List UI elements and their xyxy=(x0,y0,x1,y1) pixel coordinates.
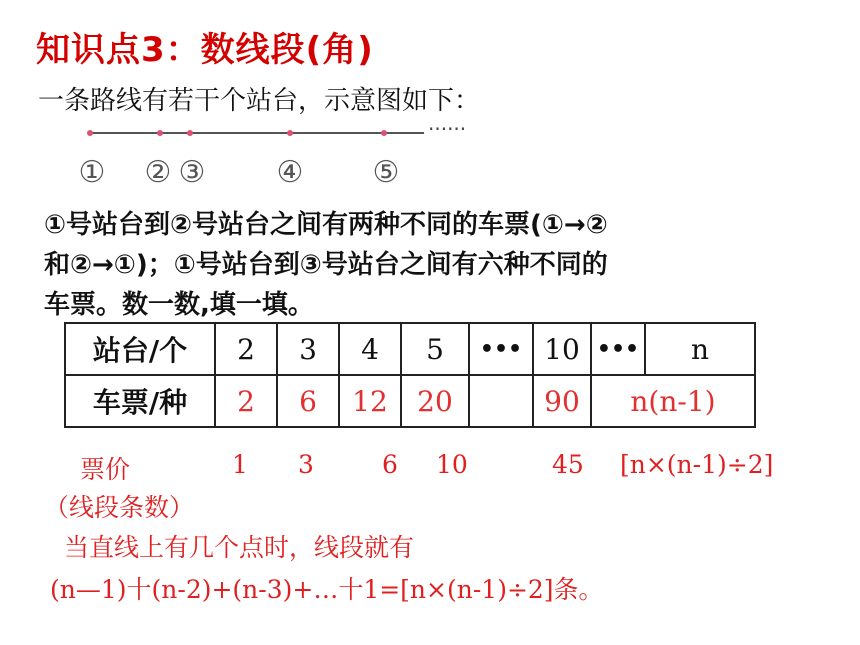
conclusion-line-2: (n—1)十(n-2)+(n-3)+…十1=[n×(n-1)÷2]条。 xyxy=(50,575,604,604)
price-value: 1 xyxy=(232,450,248,479)
station-label-5: ⑤ xyxy=(372,155,400,190)
station-line-diagram xyxy=(72,116,522,196)
paragraph-line-2: 和②→①)；①号站台到③号站台之间有六种不同的 xyxy=(44,250,608,280)
table-cell: n(n-1) xyxy=(591,375,755,427)
table-cell: 20 xyxy=(401,375,469,427)
station-dot-5 xyxy=(381,130,387,136)
table-cell: 2 xyxy=(215,375,277,427)
table-cell: ••• xyxy=(591,323,645,375)
price-value: 3 xyxy=(298,450,314,479)
table-cell: 90 xyxy=(533,375,591,427)
segment-count-label: （线段条数） xyxy=(44,493,195,522)
table-cell: ••• xyxy=(469,323,533,375)
station-dot-1 xyxy=(87,130,93,136)
station-label-4: ④ xyxy=(276,155,304,190)
continuation-dots: ······ xyxy=(428,117,467,141)
row-header-tickets: 车票/种 xyxy=(65,375,215,427)
page-title: 知识点3：数线段(角) xyxy=(36,30,374,70)
tickets-table xyxy=(64,322,756,428)
station-dot-3 xyxy=(187,130,193,136)
station-label-2: ② xyxy=(144,155,172,190)
table-cell: n xyxy=(645,323,755,375)
table-cell: 10 xyxy=(533,323,591,375)
price-value: 6 xyxy=(382,450,398,479)
station-label-1: ① xyxy=(78,155,106,190)
intro-text: 一条路线有若干个站台，示意图如下： xyxy=(38,86,481,116)
table-cell: 4 xyxy=(339,323,401,375)
price-formula: [n×(n-1)÷2] xyxy=(620,450,774,479)
price-value: 45 xyxy=(552,450,584,479)
row-header-stations: 站台/个 xyxy=(65,323,215,375)
table-cell: 12 xyxy=(339,375,401,427)
table-cell: 3 xyxy=(277,323,339,375)
table-cell: 5 xyxy=(401,323,469,375)
price-label: 票价 xyxy=(80,455,131,484)
station-label-3: ③ xyxy=(178,155,206,190)
table-cell: 6 xyxy=(277,375,339,427)
paragraph-line-3: 车票。数一数,填一填。 xyxy=(44,290,314,320)
table-cell: 2 xyxy=(215,323,277,375)
price-value: 10 xyxy=(436,450,468,479)
station-dot-2 xyxy=(157,130,163,136)
table-cell xyxy=(469,375,533,427)
conclusion-line-1: 当直线上有几个点时，线段就有 xyxy=(64,533,415,562)
table-row xyxy=(65,375,755,427)
table-row xyxy=(65,323,755,375)
station-dot-4 xyxy=(287,130,293,136)
paragraph-line-1: ①号站台到②号站台之间有两种不同的车票(①→② xyxy=(44,210,608,240)
